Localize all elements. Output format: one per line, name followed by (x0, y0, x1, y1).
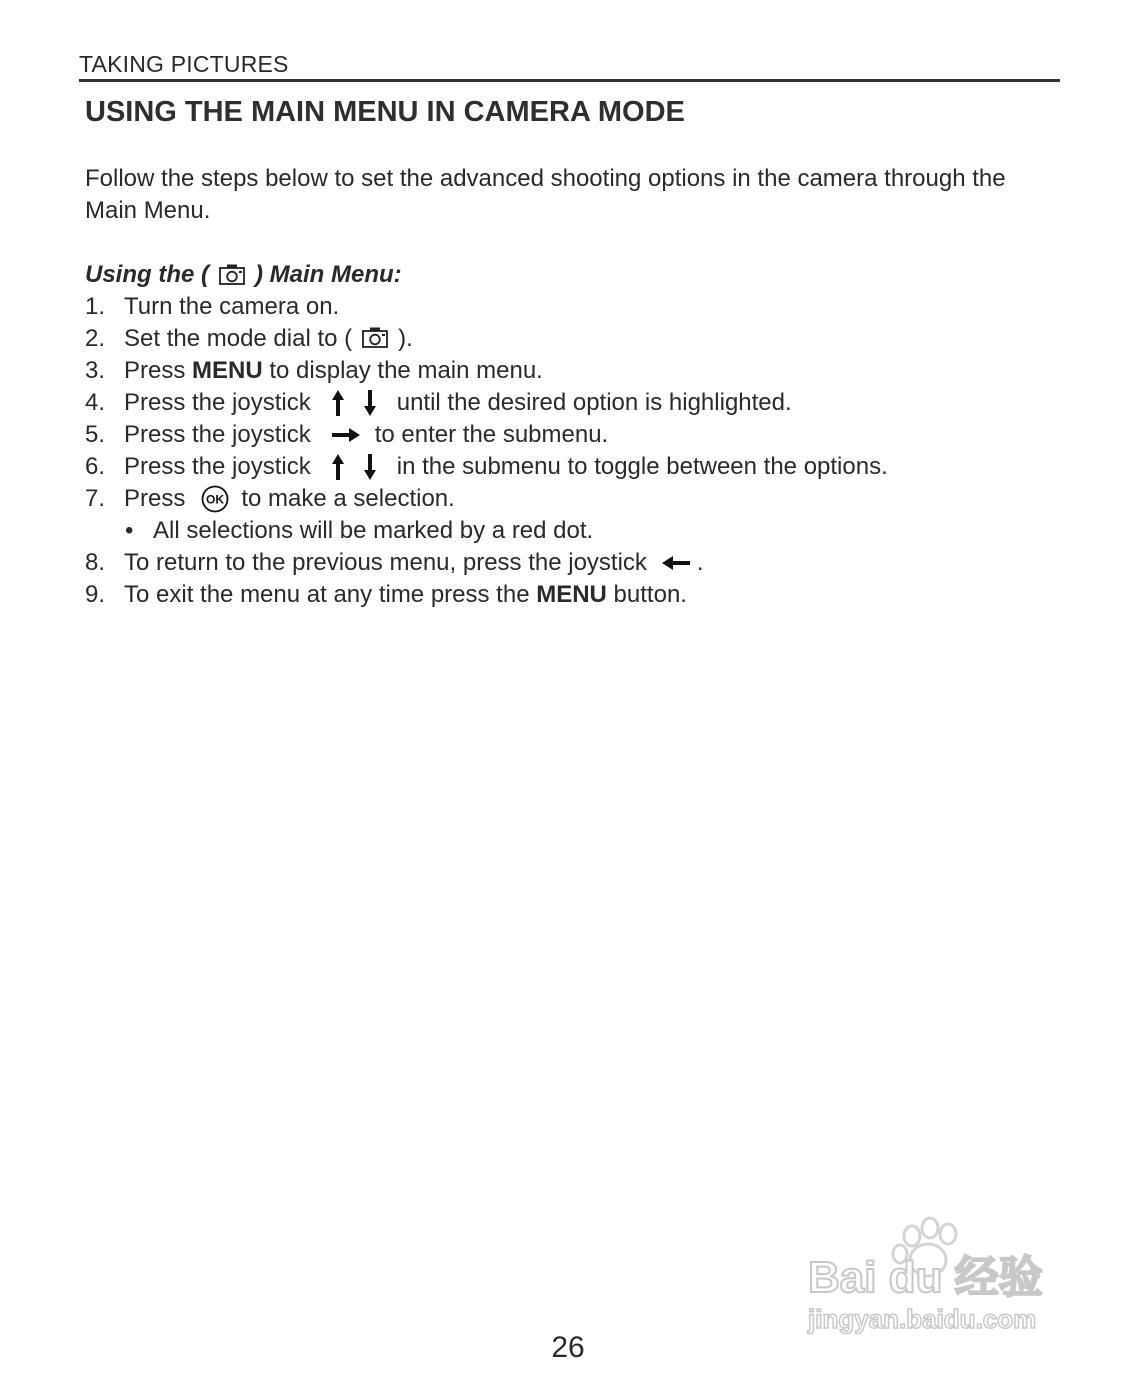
step-number: 8. (85, 549, 106, 576)
step-text: to display the main menu. (262, 357, 543, 384)
step-number: 4. (85, 389, 106, 416)
right-arrow-icon (331, 427, 361, 443)
step-2 (85, 323, 1085, 355)
step-text: Press (124, 485, 186, 512)
step-4 (85, 387, 1085, 419)
step-text: Press the joystick (124, 453, 311, 480)
step-5 (85, 419, 1085, 451)
step-text: Press the joystick (124, 389, 311, 416)
camera-mode-icon (219, 263, 245, 285)
ok-label: OK (206, 492, 225, 507)
step-7-note (85, 515, 1085, 547)
subheading (85, 259, 402, 291)
step-text: Press the joystick (124, 421, 311, 448)
watermark-brand: Bai du 经验 (808, 1253, 1043, 1302)
ok-button-icon (201, 485, 229, 513)
step-number: 7. (85, 485, 106, 512)
baidu-watermark (800, 1210, 1070, 1340)
step-text: in the submenu to toggle between the options. (396, 453, 888, 480)
step-number: 5. (85, 421, 106, 448)
subheading-prefix: Using the ( (85, 261, 209, 288)
step-3 (85, 355, 1085, 387)
bullet: • (125, 517, 134, 544)
subheading-suffix: ) Main Menu: (255, 261, 402, 288)
page-title: USING THE MAIN MENU IN CAMERA MODE (85, 96, 685, 128)
step-number: 6. (85, 453, 106, 480)
step-number: 1. (85, 293, 106, 320)
step-number: 3. (85, 357, 106, 384)
section-header: TAKING PICTURES (79, 50, 1060, 82)
step-text: Set the mode dial to ( (124, 325, 353, 352)
page-number: 26 (551, 1331, 585, 1364)
left-arrow-icon (661, 555, 691, 571)
step-text: To return to the previous menu, press the joystick (124, 549, 647, 576)
step-9 (85, 579, 1085, 611)
step-text: button. (606, 581, 687, 608)
step-1 (85, 291, 1085, 323)
step-number: 2. (85, 325, 106, 352)
up-down-arrows-icon (329, 453, 381, 481)
step-text: ). (398, 325, 413, 352)
menu-label: MENU (536, 581, 607, 608)
step-text: to enter the submenu. (374, 421, 609, 448)
camera-mode-icon (362, 326, 388, 348)
step-number: 9. (85, 581, 106, 608)
step-text: All selections will be marked by a red dot. (153, 517, 594, 544)
step-text: Press (124, 357, 193, 384)
watermark-url: jingyan.baidu.com (808, 1304, 1037, 1334)
step-text: Turn the camera on. (124, 293, 340, 320)
step-text: until the desired option is highlighted. (396, 389, 792, 416)
step-6 (85, 451, 1085, 483)
intro-paragraph: Follow the steps below to set the advanced shooting options in the camera through the Main Menu. (85, 165, 1006, 224)
step-7 (85, 483, 1085, 515)
up-down-arrows-icon (329, 389, 381, 417)
step-list (85, 291, 1085, 611)
step-8 (85, 547, 1085, 579)
menu-label: MENU (192, 357, 263, 384)
step-text: to make a selection. (241, 485, 455, 512)
step-text: . (696, 549, 704, 576)
step-text: To exit the menu at any time press the (124, 581, 537, 608)
